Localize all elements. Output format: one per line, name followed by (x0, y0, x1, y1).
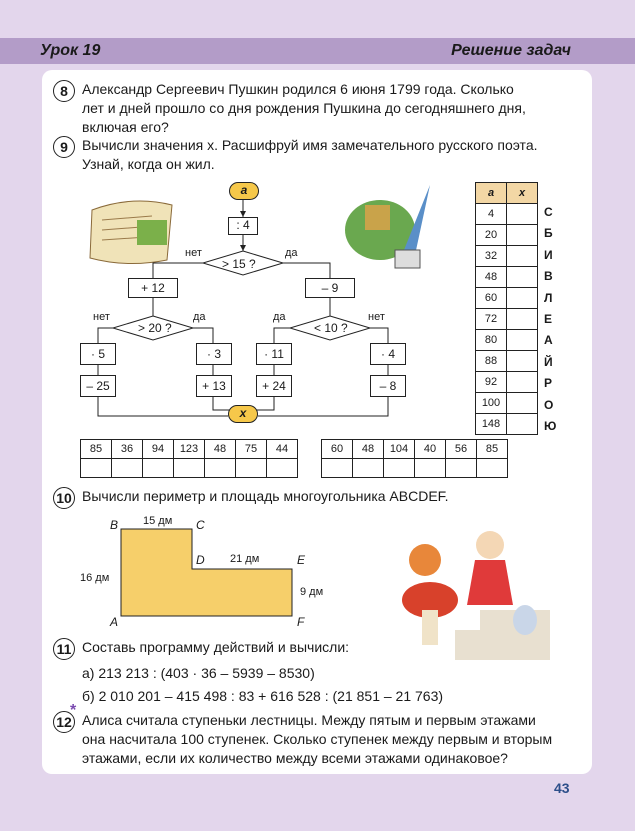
task-9-text: Вычисли значения x. Расшифруй имя замечательного русского поэта. Узнай, когда он жил. (82, 137, 538, 172)
table-row: 80 (476, 330, 538, 351)
vertex-b: B (110, 518, 119, 532)
answer-grid-1: 85 36 94 123 48 75 44 (80, 439, 298, 478)
flow-minus9: – 9 (305, 278, 355, 298)
task-10-number: 10 (53, 487, 75, 509)
alice-stairs-illustration (395, 520, 560, 665)
answer-grid-2: 60 48 104 40 56 85 (321, 439, 508, 478)
task-8-text: Александр Сергеевич Пушкин родился 6 июня 1799 года. Сколько лет и дней прошло со дня рождения Пушкина до сегодняшнего дня, включая его? (82, 81, 526, 135)
col-x-header: x (507, 183, 538, 204)
flow-no-2: нет (93, 311, 110, 323)
task-11-number: 11 (53, 638, 75, 660)
flow-plus13: + 13 (196, 375, 232, 397)
task-8-number: 8 (53, 80, 75, 102)
flow-end-x: x (228, 405, 258, 423)
table-row: 32 (476, 246, 538, 267)
flow-cond10: < 10 ? (314, 321, 348, 335)
task-11-b: б) 2 010 201 – 415 498 : 83 + 616 528 : (21 851 – 21 763) (82, 688, 444, 704)
table-row: 48 (476, 267, 538, 288)
task-12-text: Алиса считала ступеньки лестницы. Между пятым и первым этажами она насчитала 100 ступенек. Сколько ступенек между первым и вторым этажами, если их количество между всеми этажами одинаковое? (82, 712, 553, 766)
vertex-f: F (297, 615, 305, 629)
table-row: 20 (476, 225, 538, 246)
side-de-length: 21 дм (230, 553, 260, 565)
table-row: 88 (476, 351, 538, 372)
lesson-title: Урок 19 (40, 42, 101, 59)
page-number: 43 (554, 780, 570, 796)
flow-mul4: · 4 (370, 343, 406, 365)
side-ab-length: 16 дм (80, 572, 110, 584)
flow-yes-3: да (273, 311, 286, 323)
table-row: 4 (476, 204, 538, 225)
flow-no-1: нет (185, 247, 202, 259)
flow-mul3: · 3 (196, 343, 232, 365)
table-row: 148 (476, 414, 538, 435)
vertex-a: A (110, 615, 119, 629)
vertex-c: C (196, 518, 205, 532)
flow-yes-1: да (285, 247, 298, 259)
flow-start-a: a (229, 182, 259, 200)
flow-plus24: + 24 (256, 375, 292, 397)
flow-mul5: · 5 (80, 343, 116, 365)
values-table (475, 182, 538, 435)
table-row: 72 (476, 309, 538, 330)
task-11-text: Составь программу действий и вычисли: (82, 639, 350, 655)
flow-minus8: – 8 (370, 375, 406, 397)
task-12-number: 12 (53, 711, 75, 733)
flow-mul11: · 11 (256, 343, 292, 365)
table-row: 92 (476, 372, 538, 393)
lesson-topic: Решение задач (451, 42, 571, 59)
task-10-text: Вычисли периметр и площадь многоугольника ABCDEF. (82, 488, 449, 504)
table-row: 100 (476, 393, 538, 414)
difficulty-star: * (70, 702, 77, 719)
flow-yes-2: да (193, 311, 206, 323)
task-9-number: 9 (53, 136, 75, 158)
cipher-letters: С Б И В Л Е А Й Р О Ю (544, 205, 557, 433)
vertex-d: D (196, 553, 205, 567)
flow-cond15: > 15 ? (222, 257, 256, 271)
side-bc-length: 15 дм (143, 515, 173, 527)
flow-no-3: нет (368, 311, 385, 323)
side-ef-length: 9 дм (300, 586, 324, 598)
polygon-abcdef (120, 528, 300, 618)
flow-plus12: + 12 (128, 278, 178, 298)
flow-cond20: > 20 ? (138, 321, 172, 335)
task-11-a: а) 213 213 : (403 · 36 – 5939 – 8530) (82, 665, 315, 681)
col-a-header: a (476, 183, 507, 204)
flow-div4: : 4 (228, 217, 258, 235)
flow-minus25: – 25 (80, 375, 116, 397)
table-row: 60 (476, 288, 538, 309)
vertex-e: E (297, 553, 306, 567)
